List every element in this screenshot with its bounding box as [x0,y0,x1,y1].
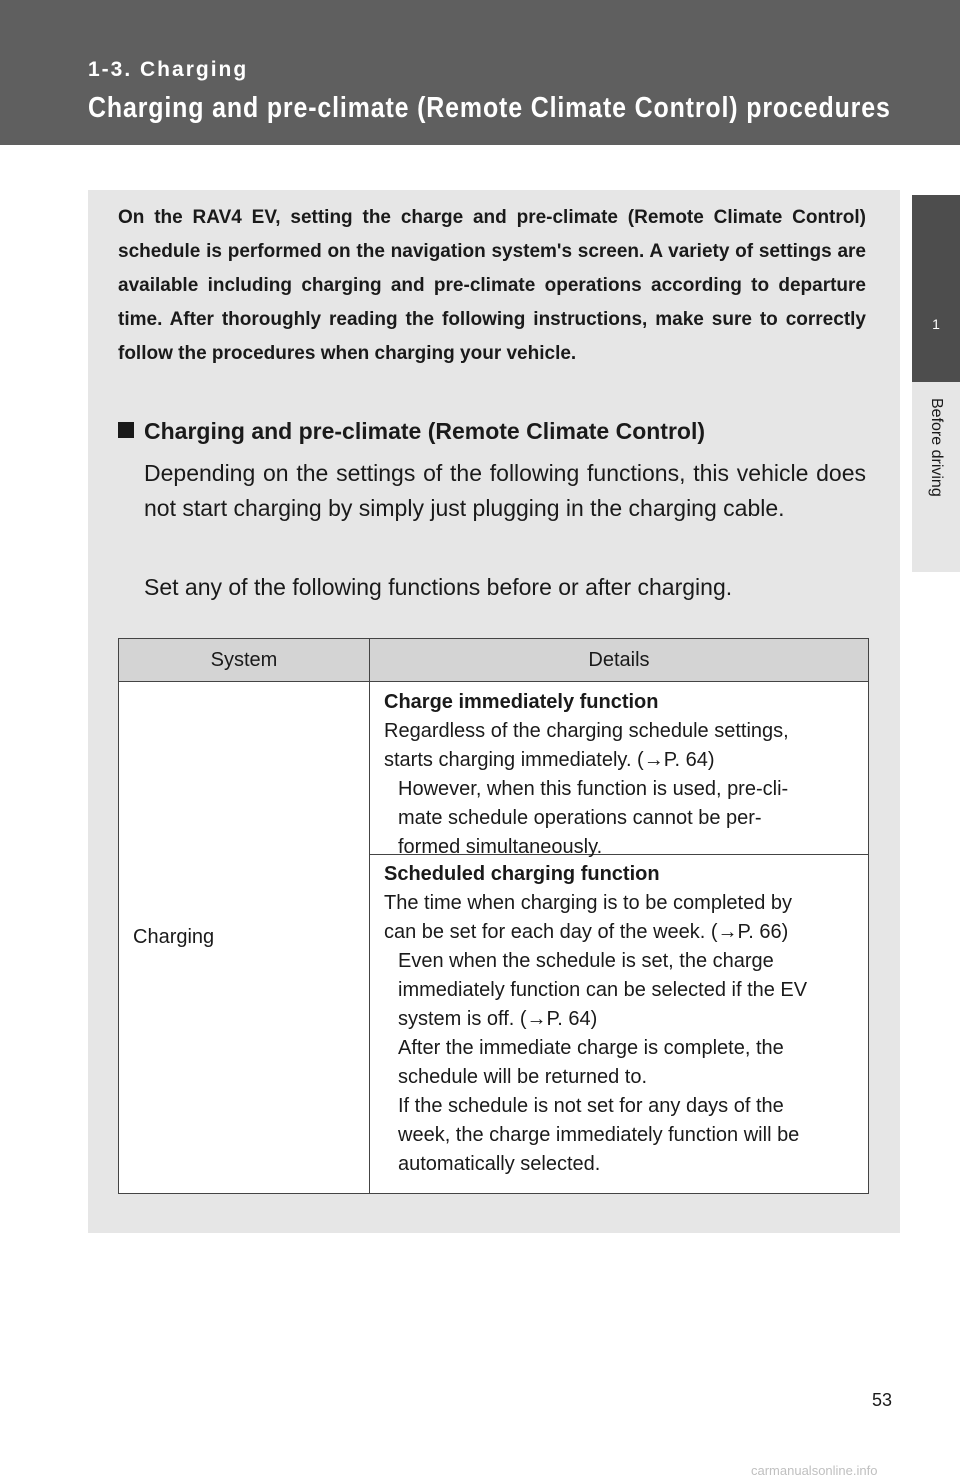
detail-note: immediately function can be selected if the EV [398,979,808,1001]
detail-title: Scheduled charging function [384,863,660,885]
detail-note: However, when this function is used, pre-cli- [398,778,789,800]
detail-note: system is off. (→P. 64) [398,1008,598,1030]
chapter-number: 1 [932,316,940,332]
detail-note: mate schedule operations cannot be per- [398,807,762,829]
detail-note: After the immediate charge is complete, the [398,1037,784,1059]
detail-note: If the schedule is not set for any days of the [398,1095,784,1117]
page-header [0,0,960,145]
page-title: Charging and pre-climate (Remote Climate Control) procedures [88,92,891,124]
detail-note: schedule will be returned to. [398,1066,648,1088]
column-header-details: Details [370,639,869,682]
subsection-heading [118,418,705,445]
details-cell [370,682,869,858]
detail-text: Regardless of the charging schedule settings, [384,720,789,742]
detail-text: starts charging immediately. (→P. 64) [384,749,715,771]
detail-note: week, the charge immediately function will be [398,1124,800,1146]
table-row [119,682,869,855]
detail-text: The time when charging is to be completed by [384,892,792,914]
body-paragraph: Depending on the settings of the following functions, this vehicle does not start charging by simply just plugging in the charging cable. [144,460,866,521]
detail-note: Even when the schedule is set, the charge [398,950,774,972]
page-number: 53 [872,1390,893,1410]
intro-paragraph: On the RAV4 EV, setting the charge and pre-climate (Remote Climate Control) schedule is performed on the navigation system's screen. A variety of settings are available including charging and pre-climate operations according to departure time. After thoroughly reading the following instructions, make sure to correctly follow the procedures when charging your vehicle. [118,207,866,364]
detail-note: automatically selected. [398,1153,601,1175]
watermark: carmanualsonline.info [751,1463,878,1478]
chapter-label: Before driving [928,398,945,497]
detail-note: formed simultaneously. [398,836,603,858]
section-number: 1-3. Charging [88,58,249,81]
detail-text: can be set for each day of the week. (→P. 66) [384,921,789,943]
details-cell [370,855,869,1194]
detail-title: Charge immediately function [384,691,659,713]
chapter-tab [912,195,960,382]
system-cell: Charging [119,682,370,1194]
subsection-heading-text: Charging and pre-climate (Remote Climate Control) [144,418,706,444]
table-header-row [119,639,869,682]
body-paragraph: Set any of the following functions before or after charging. [144,574,733,600]
functions-table [118,638,869,1194]
square-bullet-icon [118,422,134,438]
column-header-system: System [119,639,370,682]
